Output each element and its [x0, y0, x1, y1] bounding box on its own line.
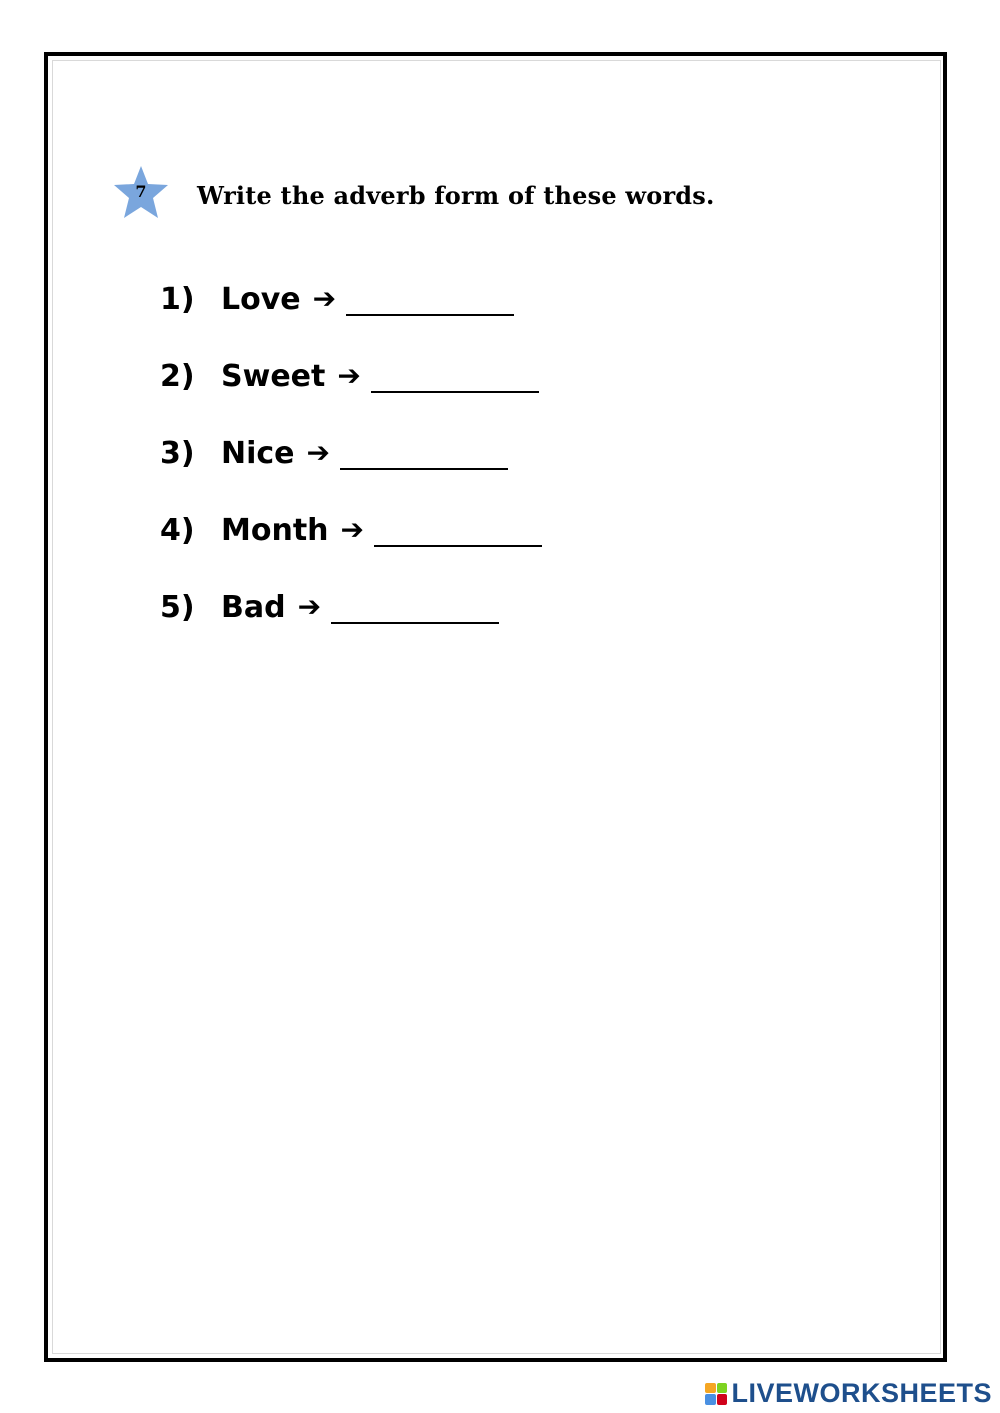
answer-input-4[interactable] [374, 513, 542, 547]
item-word: Month [221, 513, 329, 548]
worksheet-inner-border [52, 60, 941, 1354]
list-item [160, 590, 542, 667]
answer-input-5[interactable] [331, 590, 499, 624]
item-word: Sweet [221, 359, 326, 394]
answer-input-2[interactable] [371, 359, 539, 393]
arrow-right-icon: ➔ [306, 436, 330, 469]
list-item [160, 282, 542, 359]
item-number: 5) [160, 590, 195, 625]
exercise-instruction: Write the adverb form of these words. [197, 181, 715, 210]
item-word: Nice [221, 436, 295, 471]
item-word: Love [221, 282, 301, 317]
exercise-list [160, 282, 542, 667]
item-number: 3) [160, 436, 195, 471]
item-number: 1) [160, 282, 195, 317]
answer-input-1[interactable] [346, 282, 514, 316]
brand-name: LIVEWORKSHEETS [731, 1378, 992, 1408]
arrow-right-icon: ➔ [312, 282, 337, 315]
liveworksheets-logo-icon [705, 1383, 727, 1405]
arrow-right-icon: ➔ [340, 513, 364, 546]
list-item [160, 359, 542, 436]
arrow-right-icon: ➔ [337, 359, 361, 392]
exercise-number: 7 [135, 182, 147, 201]
arrow-right-icon: ➔ [297, 590, 322, 623]
item-word: Bad [221, 590, 286, 625]
list-item [160, 436, 542, 513]
liveworksheets-brand[interactable] [705, 1378, 992, 1409]
answer-input-3[interactable] [340, 436, 508, 470]
list-item [160, 513, 542, 590]
item-number: 4) [160, 513, 195, 548]
item-number: 2) [160, 359, 195, 394]
exercise-number-badge [111, 164, 171, 222]
